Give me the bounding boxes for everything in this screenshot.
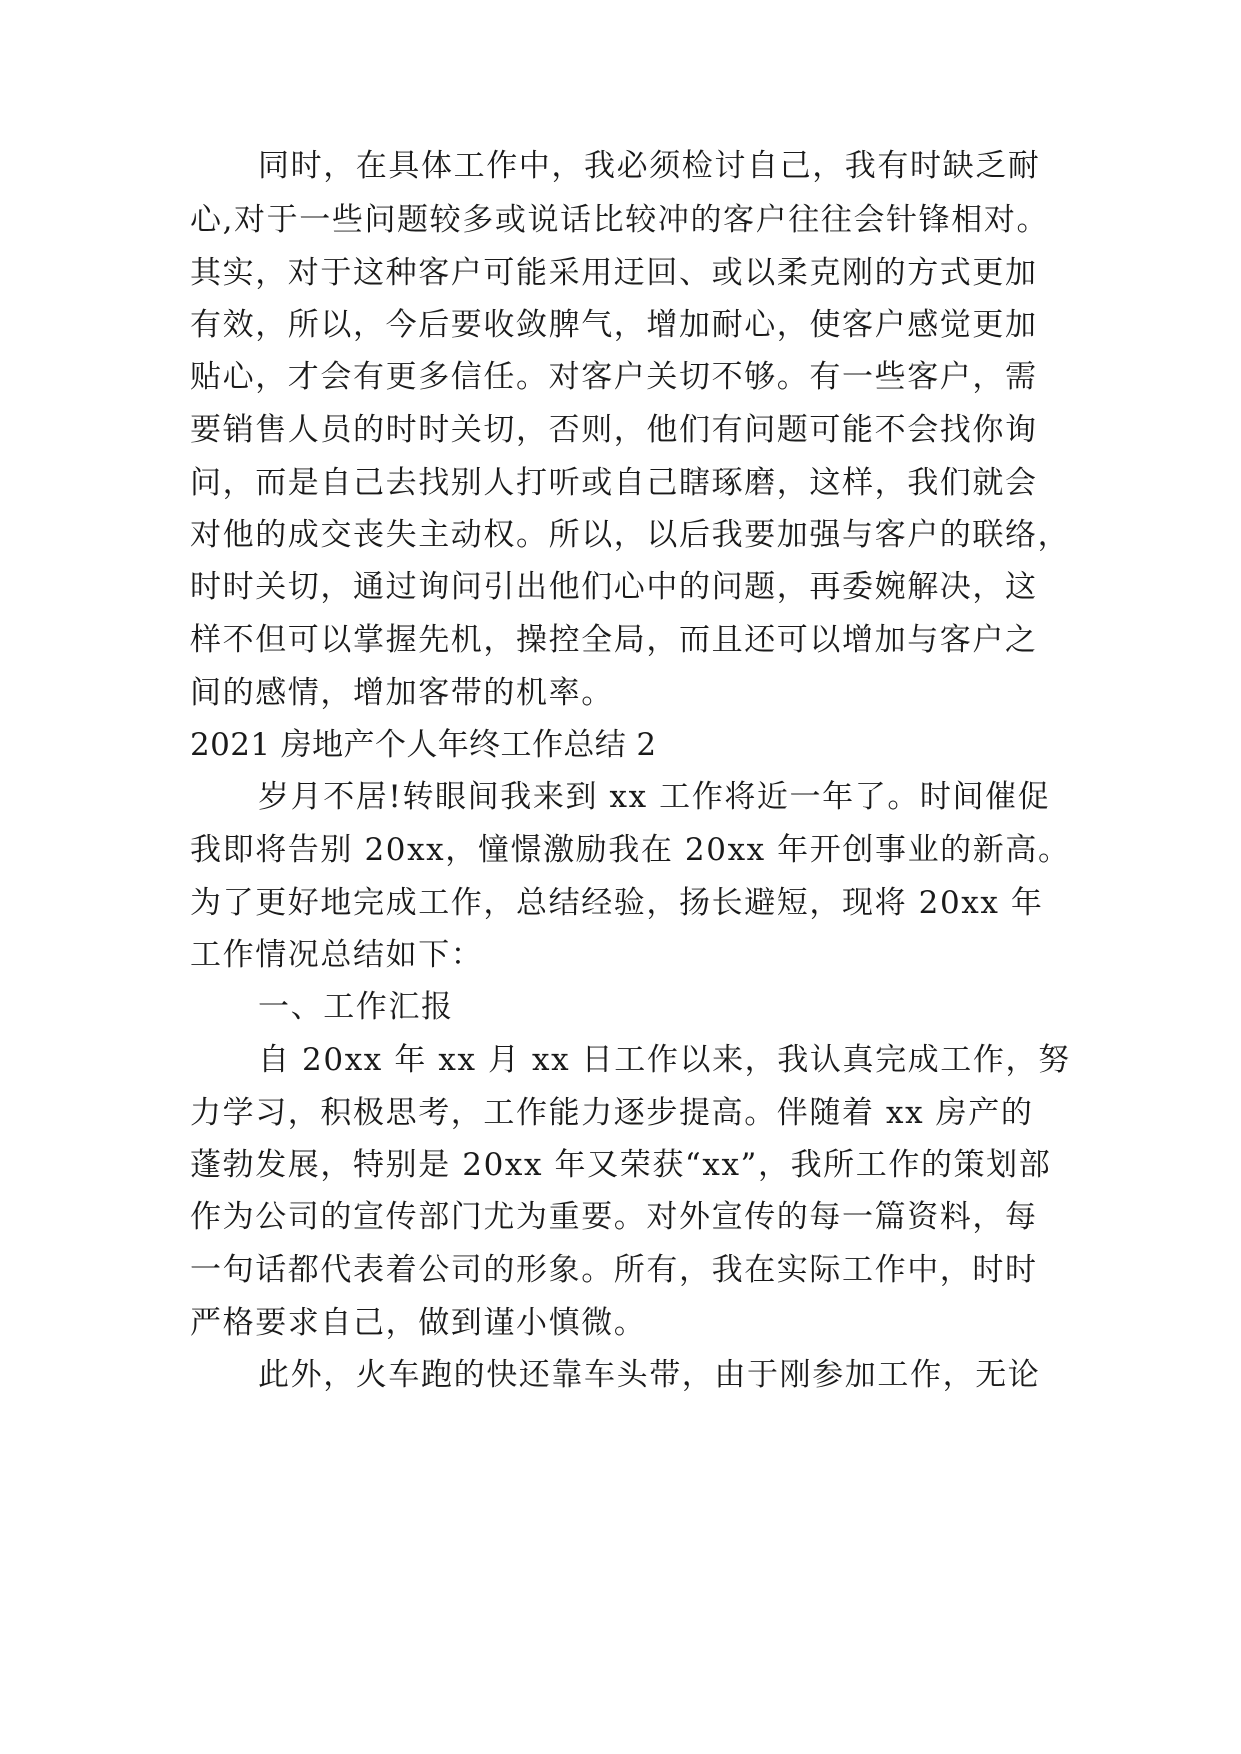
paragraph-line: 要销售人员的时时关切，否则，他们有问题可能不会找你询 xyxy=(190,412,1038,448)
paragraph-line: 工作情况总结如下： xyxy=(190,937,484,973)
paragraph-line: 问，而是自己去找别人打听或自己瞎琢磨，这样，我们就会 xyxy=(190,465,1038,501)
paragraph-line: 一句话都代表着公司的形象。所有，我在实际工作中，时时 xyxy=(190,1252,1038,1288)
paragraph-line: 严格要求自己，做到谨小慎微。 xyxy=(190,1305,647,1341)
paragraph-line: 蓬勃发展，特别是 20xx 年又荣获“xx”，我所工作的策划部 xyxy=(190,1147,1052,1183)
paragraph-line: 贴心，才会有更多信任。对客户关切不够。有一些客户，需 xyxy=(190,359,1038,395)
paragraph-line: 心,对于一些问题较多或说话比较冲的客户往往会针锋相对。 xyxy=(190,202,1050,238)
paragraph-line: 同时，在具体工作中，我必须检讨自己，我有时缺乏耐 xyxy=(258,148,1041,184)
subsection-title: 一、工作汇报 xyxy=(258,989,454,1025)
paragraph-line: 为了更好地完成工作，总结经验，扬长避短，现将 20xx 年 xyxy=(190,885,1044,921)
paragraph-line: 间的感情，增加客带的机率。 xyxy=(190,675,614,711)
paragraph-line: 自 20xx 年 xx 月 xx 日工作以来，我认真完成工作，努 xyxy=(258,1042,1071,1078)
paragraph-line: 时时关切，通过询问引出他们心中的问题，再委婉解决，这 xyxy=(190,569,1038,605)
paragraph-line: 力学习，积极思考，工作能力逐步提高。伴随着 xx 房产的 xyxy=(190,1095,1034,1131)
paragraph-line: 对他的成交丧失主动权。所以，以后我要加强与客户的联络， xyxy=(190,517,1071,553)
paragraph-line: 其实，对于这种客户可能采用迂回、或以柔克刚的方式更加 xyxy=(190,255,1038,291)
paragraph-line: 有效，所以，今后要收敛脾气，增加耐心，使客户感觉更加 xyxy=(190,307,1038,343)
paragraph-line: 岁月不居!转眼间我来到 xx 工作将近一年了。时间催促 xyxy=(258,779,1051,815)
paragraph-line: 我即将告别 20xx，憧憬激励我在 20xx 年开创事业的新高。 xyxy=(190,832,1071,868)
paragraph-line: 样不但可以掌握先机，操控全局，而且还可以增加与客户之 xyxy=(190,622,1038,658)
paragraph-line: 此外，火车跑的快还靠车头带，由于刚参加工作，无论 xyxy=(258,1357,1041,1393)
paragraph-line: 作为公司的宣传部门尤为重要。对外宣传的每一篇资料，每 xyxy=(190,1199,1038,1235)
section-title: 2021 房地产个人年终工作总结 2 xyxy=(190,727,657,763)
